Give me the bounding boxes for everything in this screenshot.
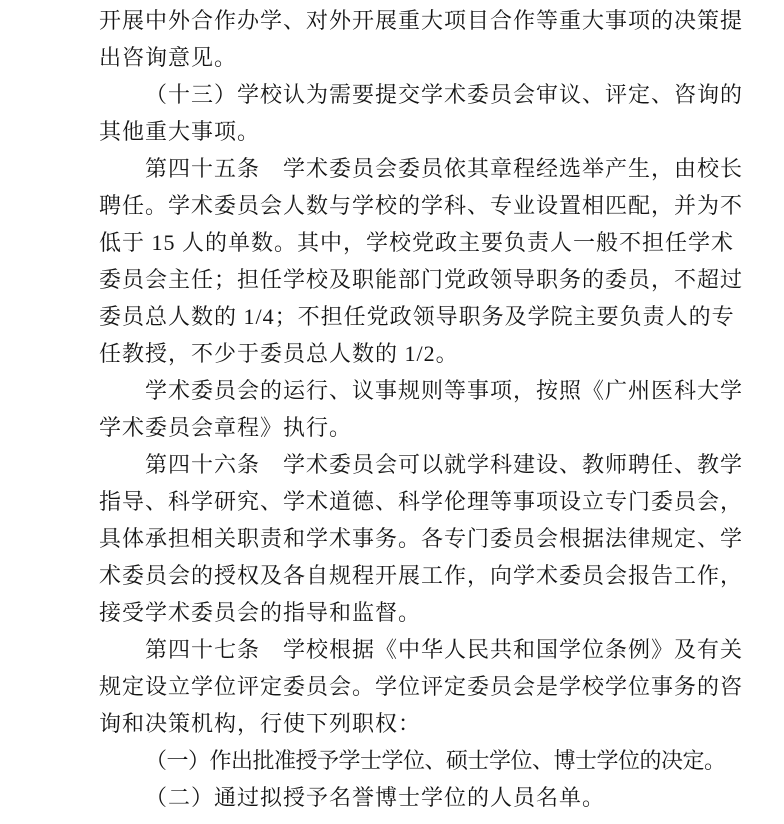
document-body	[99, 2, 759, 816]
text-line: 第四十五条 学术委员会委员依其章程经选举产生，由校长	[145, 156, 744, 181]
text-line: （二）通过拟授予名誉博士学位的人员名单。	[145, 785, 606, 810]
text-line: （十三）学校认为需要提交学术委员会审议、评定、咨询的	[145, 82, 744, 107]
text-line: （一）作出批准授予学士学位、硕士学位、博士学位的决定。	[145, 748, 726, 773]
text-line: 指导、科学研究、学术道德、科学伦理等事项设立专门委员会，	[99, 489, 744, 514]
text-line: 低于 15 人的单数。其中，学校党政主要负责人一般不担任学术	[99, 230, 735, 255]
text-line: 询和决策机构，行使下列职权：	[99, 711, 422, 736]
text-line: 出咨询意见。	[99, 45, 238, 70]
text-line: 委员会主任；担任学校及职能部门党政领导职务的委员，不超过	[99, 267, 744, 292]
text-line: 规定设立学位评定委员会。学位评定委员会是学校学位事务的咨	[99, 674, 744, 699]
text-line: 术委员会的授权及各自规程开展工作，向学术委员会报告工作，	[99, 563, 744, 588]
text-line: 学术委员会的运行、议事规则等事项，按照《广州医科大学	[145, 378, 744, 403]
text-line: 开展中外合作办学、对外开展重大项目合作等重大事项的决策提	[99, 8, 744, 33]
text-line: 其他重大事项。	[99, 119, 261, 144]
text-line: 学术委员会章程》执行。	[99, 415, 353, 440]
text-line: 聘任。学术委员会人数与学校的学科、专业设置相匹配，并为不	[99, 193, 744, 218]
text-line: 委员总人数的 1/4；不担任党政领导职务及学院主要负责人的专	[99, 304, 735, 329]
text-line: 第四十六条 学术委员会可以就学科建设、教师聘任、教学	[145, 452, 744, 477]
text-line: 接受学术委员会的指导和监督。	[99, 600, 422, 625]
text-line: 任教授，不少于委员总人数的 1/2。	[99, 341, 459, 366]
text-line: 第四十七条 学校根据《中华人民共和国学位条例》及有关	[145, 637, 744, 662]
text-line: 具体承担相关职责和学术事务。各专门委员会根据法律规定、学	[99, 526, 744, 551]
